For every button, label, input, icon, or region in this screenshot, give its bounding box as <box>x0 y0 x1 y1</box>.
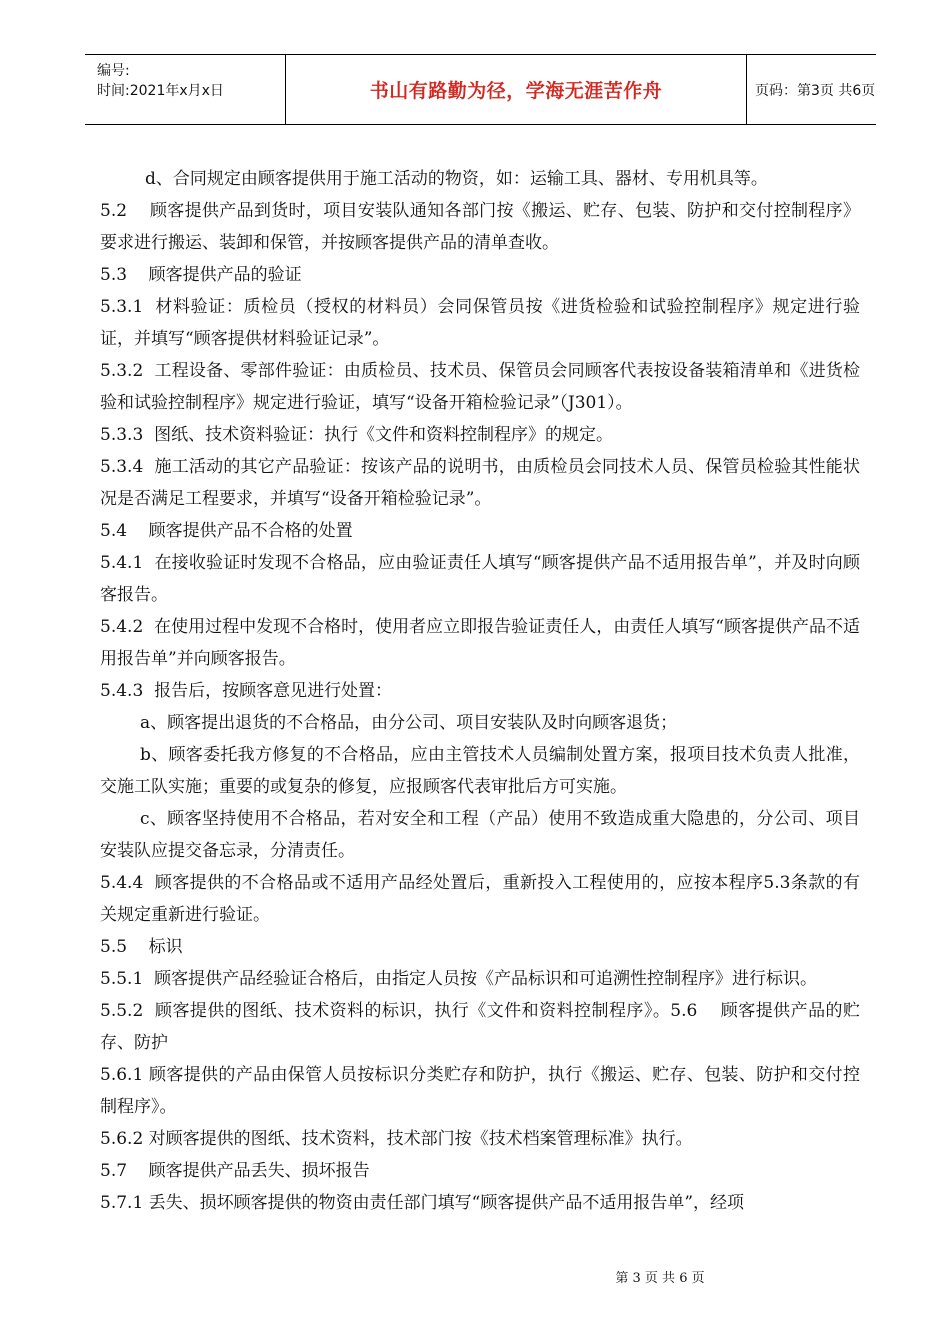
header-page-cell <box>747 55 876 124</box>
header-meta <box>85 55 285 124</box>
page-header <box>85 54 876 125</box>
paragraph: 5.7.1 丢失、损坏顾客提供的物资由责任部门填写“顾客提供产品不适用报告单”，经项 <box>100 1193 745 1213</box>
page-footer: 第 3 页 共 6 页 <box>615 1271 705 1286</box>
paragraph: d、合同规定由顾客提供用于施工活动的物资，如：运输工具、器材、专用机具等。 <box>145 169 768 189</box>
header-motto: 书山有路勤为径，学海无涯苦作舟 <box>369 80 663 102</box>
document-time-label: 时间:2021年x月x日 <box>97 83 224 99</box>
document-body <box>100 163 860 1219</box>
paragraph: 5.4.4 顾客提供的不合格品或不适用产品经处置后，重新投入工程使用的，应按本程序5.3条款的有关规定重新进行验证。 <box>100 873 860 925</box>
paragraph: 5.6.1 顾客提供的产品由保管人员按标识分类贮存和防护，执行《搬运、贮存、包装、防护和交付控制程序》。 <box>100 1065 860 1117</box>
paragraph: 5.4.3 报告后，按顾客意见进行处置： <box>100 681 393 701</box>
list-item: a、顾客提出退货的不合格品，由分公司、项目安装队及时向顾客退货； <box>140 713 678 733</box>
document-number-label: 编号: <box>97 63 130 79</box>
paragraph: 5.5.2 顾客提供的图纸、技术资料的标识，执行《文件和资料控制程序》。5.6 顾客提供产品的贮存、防护 <box>100 1001 860 1053</box>
list-item: b、顾客委托我方修复的不合格品，应由主管技术人员编制处置方案，报项目技术负责人批准，交施工队实施；重要的或复杂的修复，应报顾客代表审批后方可实施。 <box>100 745 860 797</box>
section-heading: 5.5 标识 <box>100 937 183 957</box>
paragraph: 5.4.2 在使用过程中发现不合格时，使用者应立即报告验证责任人，由责任人填写“顾客提供产品不适用报告单”并向顾客报告。 <box>100 617 860 669</box>
section-heading: 5.4 顾客提供产品不合格的处置 <box>100 521 353 541</box>
paragraph: 5.3.4 施工活动的其它产品验证：按该产品的说明书，由质检员会同技术人员、保管员检验其性能状况是否满足工程要求，并填写“设备开箱检验记录”。 <box>100 457 860 509</box>
paragraph: 5.2 顾客提供产品到货时，项目安装队通知各部门按《搬运、贮存、包装、防护和交付控制程序》要求进行搬运、装卸和保管，并按顾客提供产品的清单查收。 <box>100 201 860 253</box>
paragraph: 5.6.2 对顾客提供的图纸、技术资料，技术部门按《技术档案管理标准》执行。 <box>100 1129 693 1149</box>
paragraph: 5.3.1 材料验证：质检员（授权的材料员）会同保管员按《进货检验和试验控制程序》规定进行验证，并填写“顾客提供材料验证记录”。 <box>100 297 860 349</box>
paragraph: 5.3.3 图纸、技术资料验证：执行《文件和资料控制程序》的规定。 <box>100 425 614 445</box>
paragraph: 5.3.2 工程设备、零部件验证：由质检员、技术员、保管员会同顾客代表按设备装箱清单和《进货检验和试验控制程序》规定进行验证，填写“设备开箱检验记录”（J301）。 <box>100 361 860 413</box>
section-heading: 5.7 顾客提供产品丢失、损坏报告 <box>100 1161 370 1181</box>
section-heading: 5.3 顾客提供产品的验证 <box>100 265 302 285</box>
header-motto-cell <box>285 55 747 124</box>
header-page-number: 页码：第3页 共6页 <box>755 82 876 99</box>
list-item: c、顾客坚持使用不合格品，若对安全和工程（产品）使用不致造成重大隐患的，分公司、项目安装队应提交备忘录，分清责任。 <box>100 809 860 861</box>
paragraph: 5.4.1 在接收验证时发现不合格品，应由验证责任人填写“顾客提供产品不适用报告单”，并及时向顾客报告。 <box>100 553 860 605</box>
paragraph: 5.5.1 顾客提供产品经验证合格后，由指定人员按《产品标识和可追溯性控制程序》进行标识。 <box>100 969 818 989</box>
